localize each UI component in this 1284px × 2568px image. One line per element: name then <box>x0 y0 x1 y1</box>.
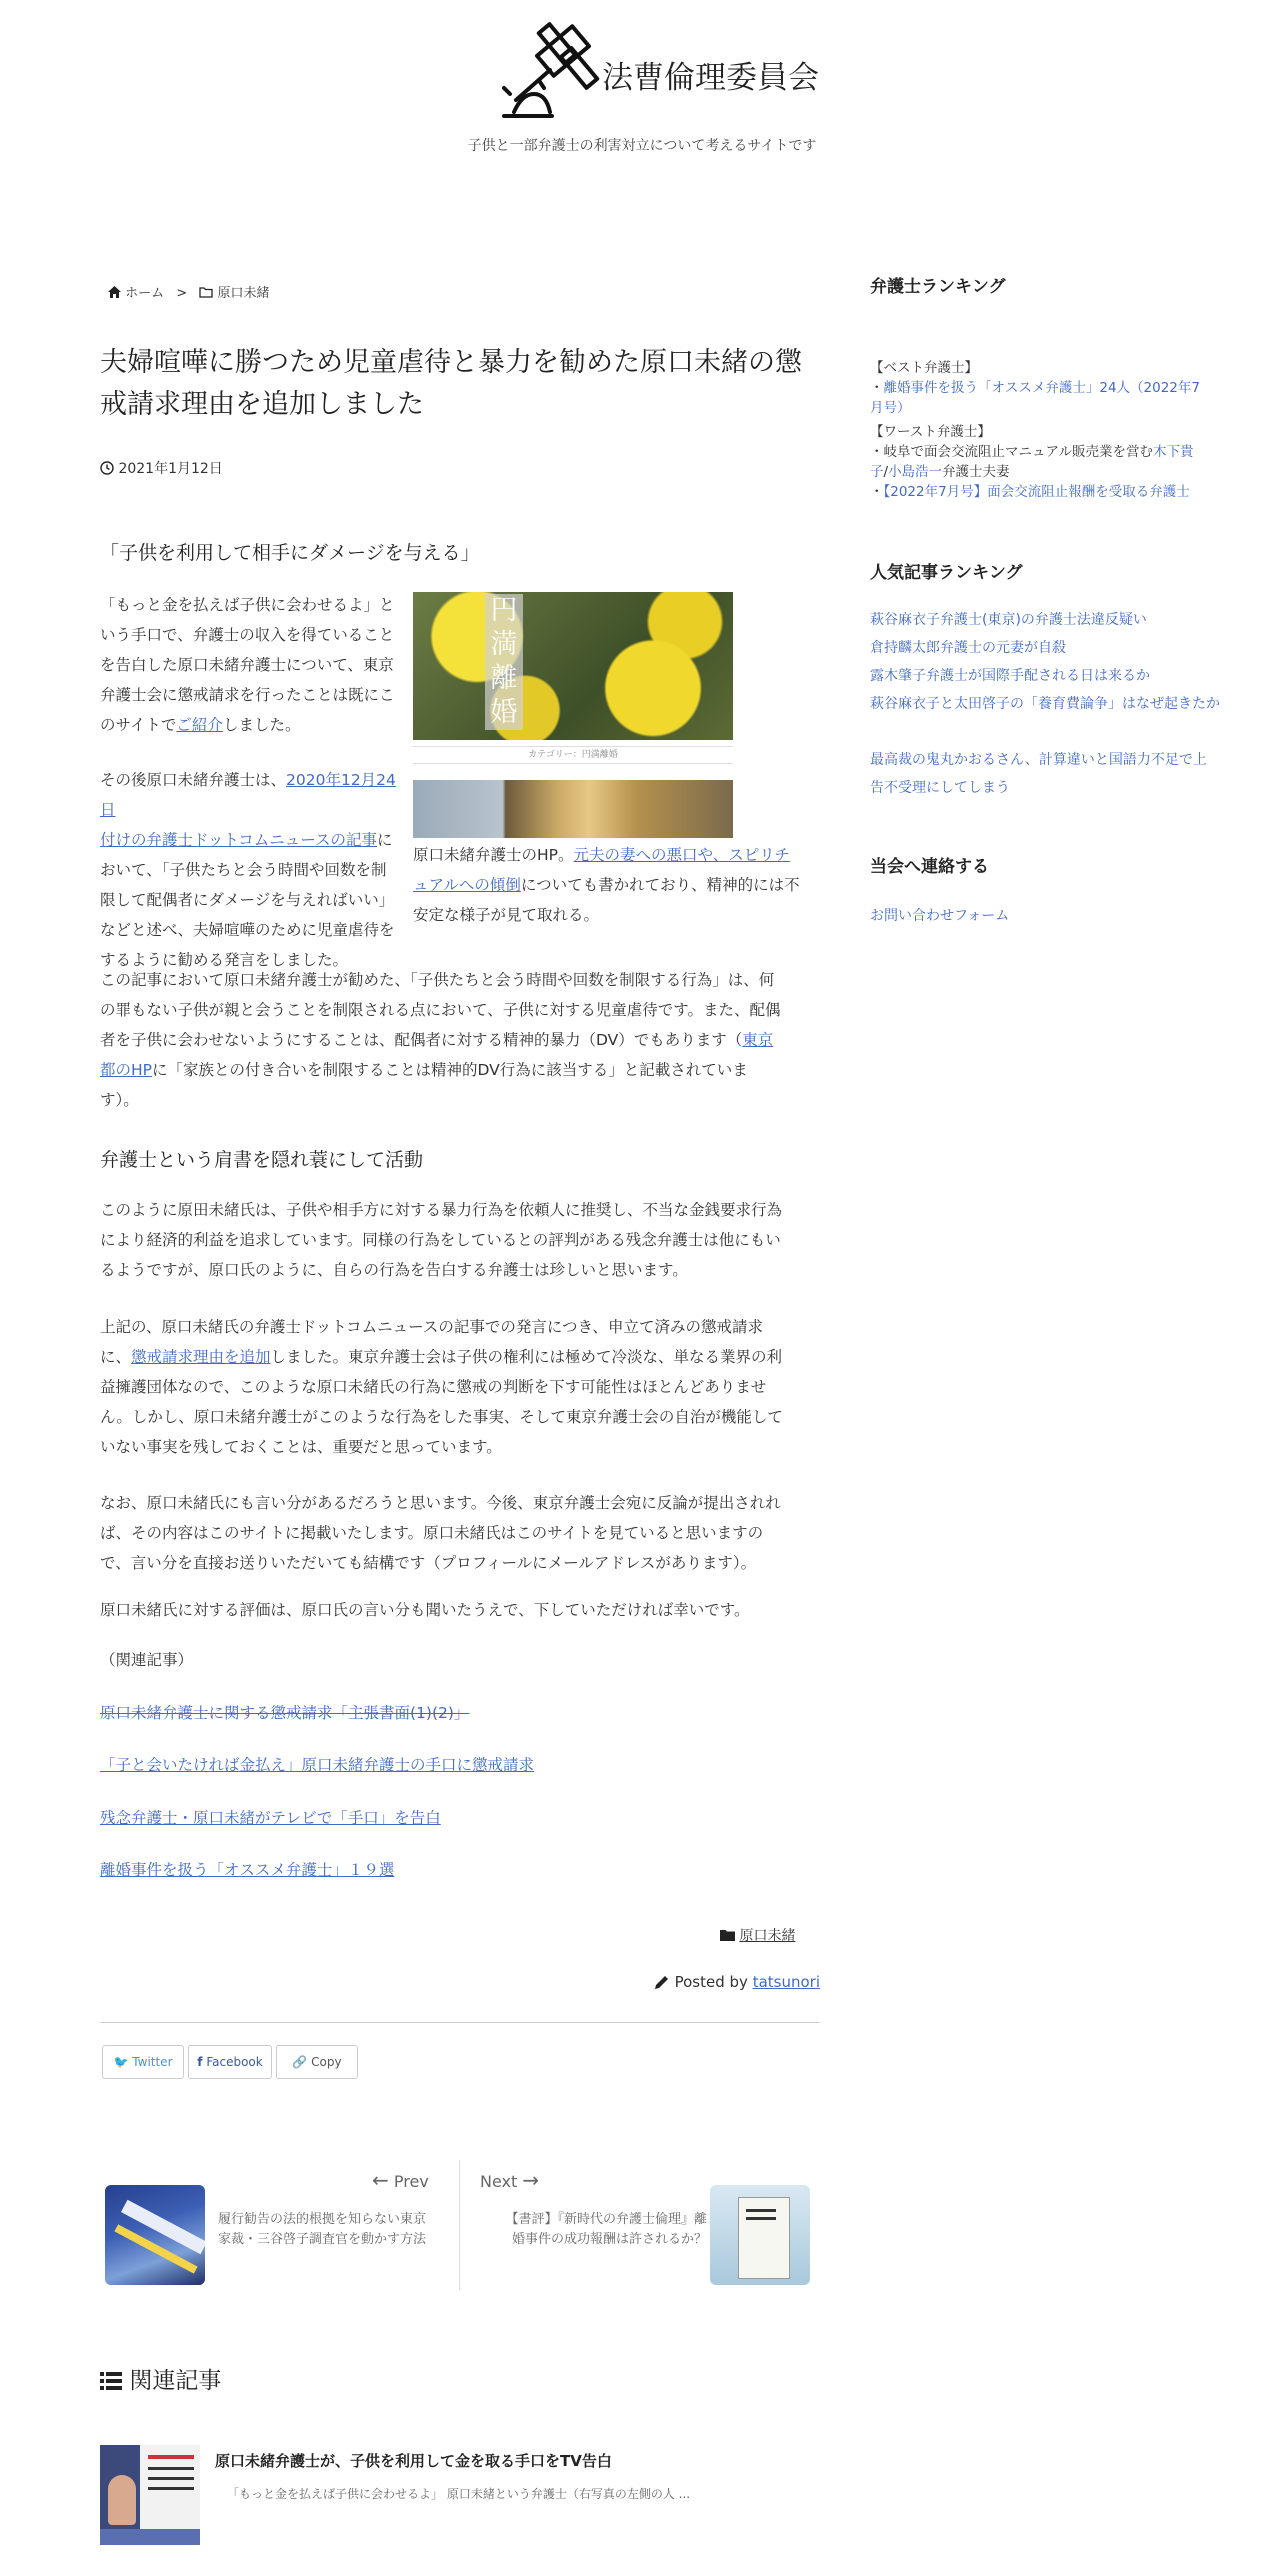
related-article-title[interactable]: 原口未緒弁護士が、子供を利用して金を取る手口をTV告白 <box>215 2452 612 2470</box>
site-logo[interactable] <box>500 22 820 122</box>
text-line: 安定な様子が見て取れる。 <box>413 906 600 924</box>
image-title-text: 円満離婚 <box>485 594 523 730</box>
popular-item[interactable]: 萩谷麻衣子弁護士(東京)の弁護士法違反疑い <box>870 612 1147 628</box>
heading-children: 「子供を利用して相手にダメージを与える」 <box>100 542 480 564</box>
text-line: 付けの弁護士ドットコムニュースの記事に <box>100 831 393 849</box>
text-line: 「もっと金を払えば子供に会わせるよ」と <box>100 596 395 614</box>
related-link-1[interactable]: 原口未緒弁護士に関する懲戒請求「主張書面(1)(2)」 <box>100 1704 470 1722</box>
link-tokyo-hp-2[interactable]: 都のHP <box>100 1061 153 1079</box>
text-line: 者を子供に会わせないようにすることは、配偶者に対する精神的暴力（DV）でもあります（東京 <box>100 1031 774 1049</box>
text-line: ・岐阜で面会交流阻止マニュアル販売業を営む木下貴 <box>870 444 1194 460</box>
popular-item[interactable]: 露木肇子弁護士が国際手配される日は来るか <box>870 668 1150 684</box>
breadcrumb-home[interactable]: ホーム <box>125 286 165 301</box>
text-line: ・【2022年7月号】面会交流阻止報酬を受取る弁護士 <box>870 484 1190 500</box>
link-tokyo-hp[interactable]: 東京 <box>742 1031 774 1049</box>
text-line: なお、原口未緒氏にも言い分があるだろうと思います。今後、東京弁護士会宛に反論が提出されれ <box>100 1494 781 1512</box>
sidebar-heading-contact: 当会へ連絡する <box>870 857 989 877</box>
text-line: るようですが、原口氏のように、自らの行為を告白する弁護士は珍しいと思います。 <box>100 1261 688 1279</box>
related-thumbnail[interactable] <box>100 2445 200 2545</box>
text-line: を告白した原口未緒弁護士について、東京 <box>100 656 394 674</box>
site-description: 子供と一部弁護士の利害対立について考えるサイトです <box>467 138 817 154</box>
arrow-right-icon: → <box>522 2168 540 2192</box>
link-ex-husband[interactable]: 元夫の妻への悪口や、スピリチ <box>573 846 790 864</box>
popular-item[interactable]: 倉持麟太郎弁護士の元妻が自殺 <box>870 640 1066 656</box>
popular-item[interactable]: 最高裁の鬼丸かおるさん、計算違いと国語力不足で上告不受理にしてしまう <box>870 752 1207 796</box>
breadcrumb-separator: > <box>176 286 188 301</box>
text-line: す）。 <box>100 1091 139 1109</box>
paragraph-4 <box>100 1195 820 1285</box>
paragraph-6 <box>100 1488 820 1578</box>
arrow-left-icon: ← <box>372 2168 389 2192</box>
site-title[interactable]: 法曹倫理委員会 <box>602 60 819 96</box>
worst-lawyer-block <box>870 422 1220 502</box>
best-label: 【ベスト弁護士】 <box>870 360 978 376</box>
paragraph-2 <box>100 765 406 975</box>
related-article-snippet: 「もっと金を払えば子供に会わせるよ」 原口未緒という弁護士（右写真の左側の人 ... <box>227 2487 691 2501</box>
best-lawyer-link-2[interactable]: 月号） <box>870 400 911 416</box>
sidebar-heading-ranking: 弁護士ランキング <box>870 277 1006 297</box>
post-date-text: 2021年1月12日 <box>118 461 223 477</box>
text-line: で、言い分を直接お送りいただいても結構です（プロフィールにメールアドレスがあります）。 <box>100 1554 757 1572</box>
link-icon: 🔗 <box>292 2055 308 2069</box>
content-divider <box>100 2022 820 2023</box>
text-line: 限して配偶者にダメージを与えればいい」 <box>100 891 395 909</box>
next-title[interactable]: 【書評】『新時代の弁護士倫理』離婚事件の成功報酬は許されるか？ <box>505 2212 707 2247</box>
folder-icon <box>199 287 213 298</box>
sidebar-heading-popular: 人気記事ランキング <box>870 563 1023 583</box>
lawyer-hp-image <box>413 780 733 838</box>
text-line: ・離婚事件を扱う「オススメ弁護士」24人（2022年7 <box>870 380 1200 396</box>
twitter-icon: 🐦 <box>113 2055 129 2069</box>
image-side-text <box>413 840 823 930</box>
paragraph-3 <box>100 965 820 1115</box>
related-label: （関連記事） <box>100 1651 194 1669</box>
share-twitter-button[interactable]: 🐦 Twitter <box>102 2045 184 2079</box>
text-line: この記事において原口未緒弁護士が勧めた、「子供たちと会う時間や回数を制限する行為」は、何 <box>100 971 775 989</box>
text-line: 原口未緒弁護士のHP。元夫の妻への悪口や、スピリチ <box>413 846 790 864</box>
related-link-2[interactable]: 「子と会いたければ金払え」原口未緒弁護士の手口に懲戒請求 <box>100 1756 535 1774</box>
share-copy-button[interactable]: 🔗 Copy <box>276 2045 358 2079</box>
folder-icon <box>720 1929 735 1941</box>
heading-lawyer: 弁護士という肩書を隠れ蓑にして活動 <box>100 1149 424 1171</box>
text-line: の罪もない子供が親と会うことを制限される点において、子供に対する児童虐待です。また、配偶 <box>100 1001 781 1019</box>
best-lawyer-link[interactable]: 離婚事件を扱う「オススメ弁護士」24人（2022年7 <box>883 380 1200 396</box>
contact-form-link[interactable]: お問い合わせフォーム <box>870 908 1010 924</box>
facebook-icon: f <box>197 2055 203 2069</box>
text-line: などと述べ、夫婦喧嘩のために児童虐待を <box>100 921 395 939</box>
post-tags <box>720 1925 795 1945</box>
related-link-4[interactable]: 離婚事件を扱う「オススメ弁護士」１９選 <box>100 1861 395 1879</box>
pager-divider <box>459 2160 460 2290</box>
popular-item[interactable]: 萩谷麻衣子と太田啓子の「養育費論争」はなぜ起きたか <box>870 696 1220 712</box>
link-bengo4-date[interactable]: 2020年12月24日 <box>100 771 396 819</box>
prev-label[interactable]: ← Prev <box>372 2168 429 2192</box>
posted-by: Posted by tatsunori <box>650 1973 820 1991</box>
clock-icon <box>100 461 114 475</box>
text-line: するように勧める発言をしました。 <box>100 951 349 969</box>
text-line: 都のHPに「家族との付き合いを制限することは精神的DV行為に該当する」と記載されていま <box>100 1061 748 1079</box>
post-title: 夫婦喧嘩に勝つため児童虐待と暴力を勧めた原口未緒の懲戒請求理由を追加しました <box>100 347 802 420</box>
share-facebook-button[interactable]: f Facebook <box>188 2045 272 2079</box>
best-lawyer-block <box>870 358 1220 418</box>
link-bengo4-article[interactable]: 付けの弁護士ドットコムニュースの記事 <box>100 831 377 849</box>
worst-link-2022[interactable]: 【2022年7月号】面会交流阻止報酬を受取る弁護士 <box>883 484 1190 500</box>
text-line: このように原田未緒氏は、子供や相手方に対する暴力行為を依頼人に推奨し、不当な金銭要求行為 <box>100 1201 783 1219</box>
site-header <box>0 0 1284 200</box>
text-line: おいて、「子供たちと会う時間や回数を制 <box>100 861 387 879</box>
paragraph-5 <box>100 1312 820 1462</box>
prev-title[interactable]: 履行勧告の法的根拠を知らない東京家裁・三谷啓子調査官を動かす方法 <box>218 2212 427 2247</box>
text-line: いう手口で、弁護士の収入を得ていること <box>100 626 395 644</box>
text-line: 益擁護団体なので、このような原口未緒氏の行為に懲戒の判断を下す可能性はほとんどありませ <box>100 1378 767 1396</box>
worst-link-kojima[interactable]: 小島浩一 <box>888 464 943 480</box>
breadcrumb <box>108 282 270 301</box>
list-icon <box>100 2372 122 2390</box>
related-heading: 関連記事 <box>100 2362 221 2395</box>
text-line: ュアルへの傾倒についても書かれており、精神的には不 <box>413 876 800 894</box>
related-link-3[interactable]: 残念弁護士・原口未緒がテレビで「手口」を告白 <box>100 1809 441 1827</box>
worst-link-kinoshita-2[interactable]: 子 <box>870 464 884 480</box>
next-label[interactable]: Next → <box>480 2168 540 2192</box>
author-link[interactable]: tatsunori <box>752 1973 820 1991</box>
paragraph-1 <box>100 590 406 740</box>
text-line: により経済的利益を追求しています。同様の行為をしているとの評判がある残念弁護士は他にもい <box>100 1231 781 1249</box>
link-add-reason[interactable]: 懲戒請求理由を追加 <box>131 1348 271 1366</box>
link-introduced[interactable]: ご紹介 <box>176 716 223 734</box>
prev-thumbnail[interactable] <box>105 2185 205 2285</box>
worst-label: 【ワースト弁護士】 <box>870 424 991 440</box>
text-line: ば、その内容はこのサイトに掲載いたします。原口未緒氏はこのサイトを見ていると思いますの <box>100 1524 764 1542</box>
post-date <box>100 458 223 478</box>
worst-link-kinoshita[interactable]: 木下貴 <box>1152 444 1194 460</box>
home-icon <box>108 286 121 298</box>
pencil-icon <box>654 1974 670 1990</box>
breadcrumb-category[interactable]: 原口未緒 <box>217 286 270 301</box>
text-line: ん。しかし、原口未緒弁護士がこのような行為をした事実、そして東京弁護士会の自治が機能して <box>100 1408 783 1426</box>
next-thumbnail[interactable] <box>710 2185 810 2285</box>
text-line: 弁護士会に懲戒請求を行ったことは既にこ <box>100 686 395 704</box>
paragraph-7: 原口未緒氏に対する評価は、原口氏の言い分も聞いたうえで、下していただければ幸いです。 <box>100 1601 750 1619</box>
gavel-icon <box>500 22 610 122</box>
text-line: いない事実を残しておくことは、重要だと思っています。 <box>100 1438 502 1456</box>
text-line: 上記の、原口未緒氏の弁護士ドットコムニュースの記事での発言につき、申立て済みの懲戒請求 <box>100 1318 763 1336</box>
text-line <box>870 398 1220 418</box>
image-caption: カテゴリー：円満離婚 <box>413 746 733 764</box>
text-line: のサイトでご紹介しました。 <box>100 716 301 734</box>
divorce-category-image <box>413 592 733 740</box>
tag-link[interactable]: 原口未緒 <box>739 1928 796 1944</box>
text-line: その後原口未緒弁護士は、2020年12月24日 <box>100 771 396 819</box>
link-spiritual[interactable]: ュアルへの傾倒 <box>413 876 521 894</box>
text-line: 子/小島浩一弁護士夫妻 <box>870 464 1010 480</box>
text-line: に、懲戒請求理由を追加しました。東京弁護士会は子供の権利には極めて冷淡な、単なる業界の利 <box>100 1348 783 1366</box>
